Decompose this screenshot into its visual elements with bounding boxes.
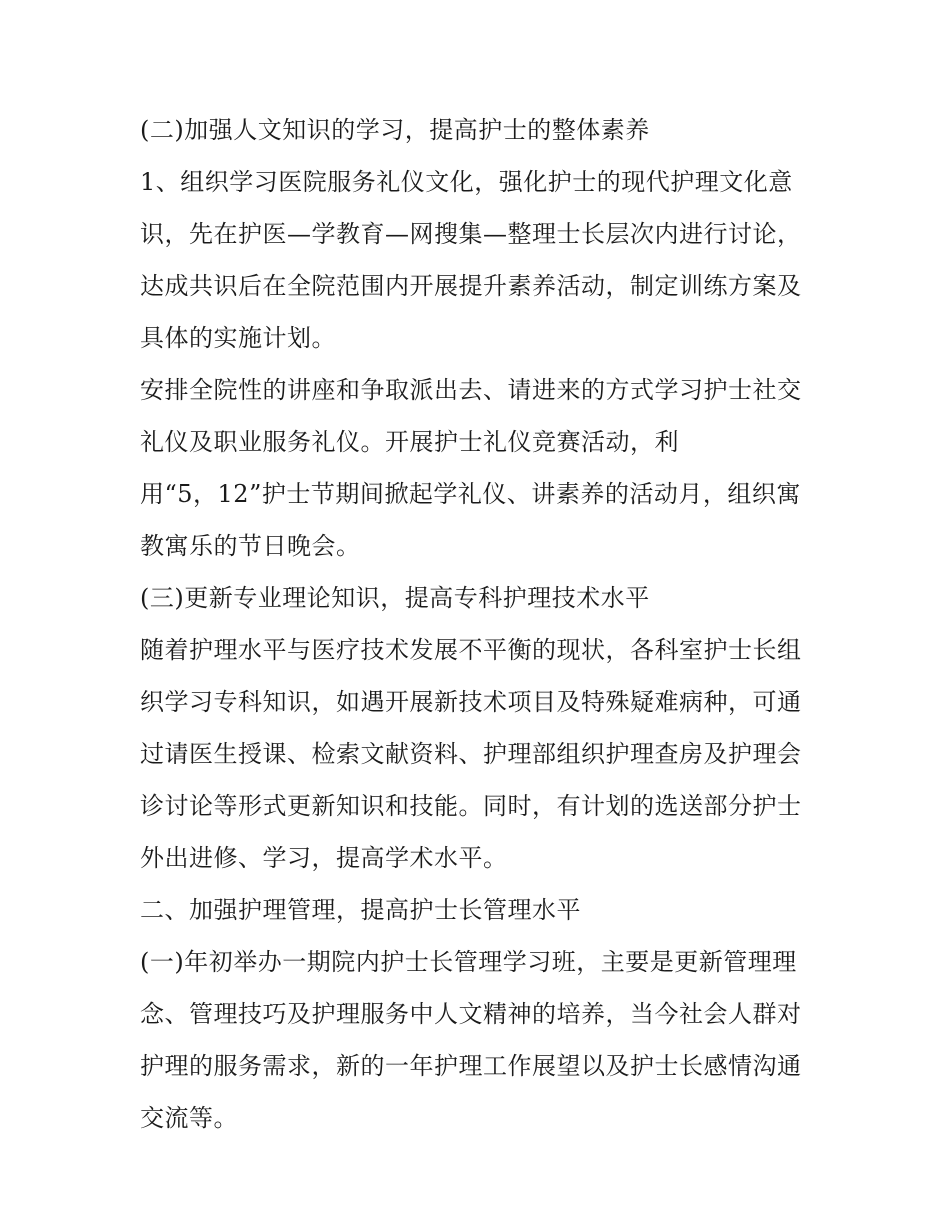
paragraph-line: 护理的服务需求，新的一年护理工作展望以及护士长感情沟通: [140, 1052, 802, 1080]
paragraph-line: 识，先在护医—学教育—网搜集—整理士长层次内进行讨论，: [140, 220, 802, 248]
paragraph-line: 织学习专科知识，如遇开展新技术项目及特殊疑难病种，可通: [140, 688, 802, 716]
paragraph-line: 随着护理水平与医疗技术发展不平衡的现状，各科室护士长组: [140, 636, 802, 664]
section-heading: (三)更新专业理论知识，提高专科护理技术水平: [140, 584, 650, 612]
paragraph-line: 礼仪及职业服务礼仪。开展护士礼仪竞赛活动，利: [140, 428, 679, 456]
paragraph-line: 过请医生授课、检索文献资料、护理部组织护理查房及护理会: [140, 740, 802, 768]
paragraph-line: 外出进修、学习，提高学术水平。: [140, 844, 508, 872]
paragraph-line: 1、组织学习医院服务礼仪文化，强化护士的现代护理文化意: [140, 168, 793, 196]
paragraph-line: 安排全院性的讲座和争取派出去、请进来的方式学习护士社交: [140, 376, 802, 404]
document-body: [140, 104, 830, 1144]
section-heading: 二、加强护理管理，提高护士长管理水平: [140, 896, 581, 924]
paragraph-line: (一)年初举办一期院内护士长管理学习班，主要是更新管理理: [140, 948, 797, 976]
section-heading: (二)加强人文知识的学习，提高护士的整体素养: [140, 116, 650, 144]
paragraph-line: 具体的实施计划。: [140, 324, 336, 352]
paragraph-line: 交流等。: [140, 1104, 238, 1132]
paragraph-line: 达成共识后在全院范围内开展提升素养活动，制定训练方案及: [140, 272, 802, 300]
paragraph-line: 教寓乐的节日晚会。: [140, 532, 361, 560]
paragraph-line: 诊讨论等形式更新知识和技能。同时，有计划的选送部分护士: [140, 792, 802, 820]
paragraph-line: 念、管理技巧及护理服务中人文精神的培养，当今社会人群对: [140, 1000, 802, 1028]
paragraph-line: 用“5，12”护士节期间掀起学礼仪、讲素养的活动月，组织寓: [140, 480, 801, 508]
